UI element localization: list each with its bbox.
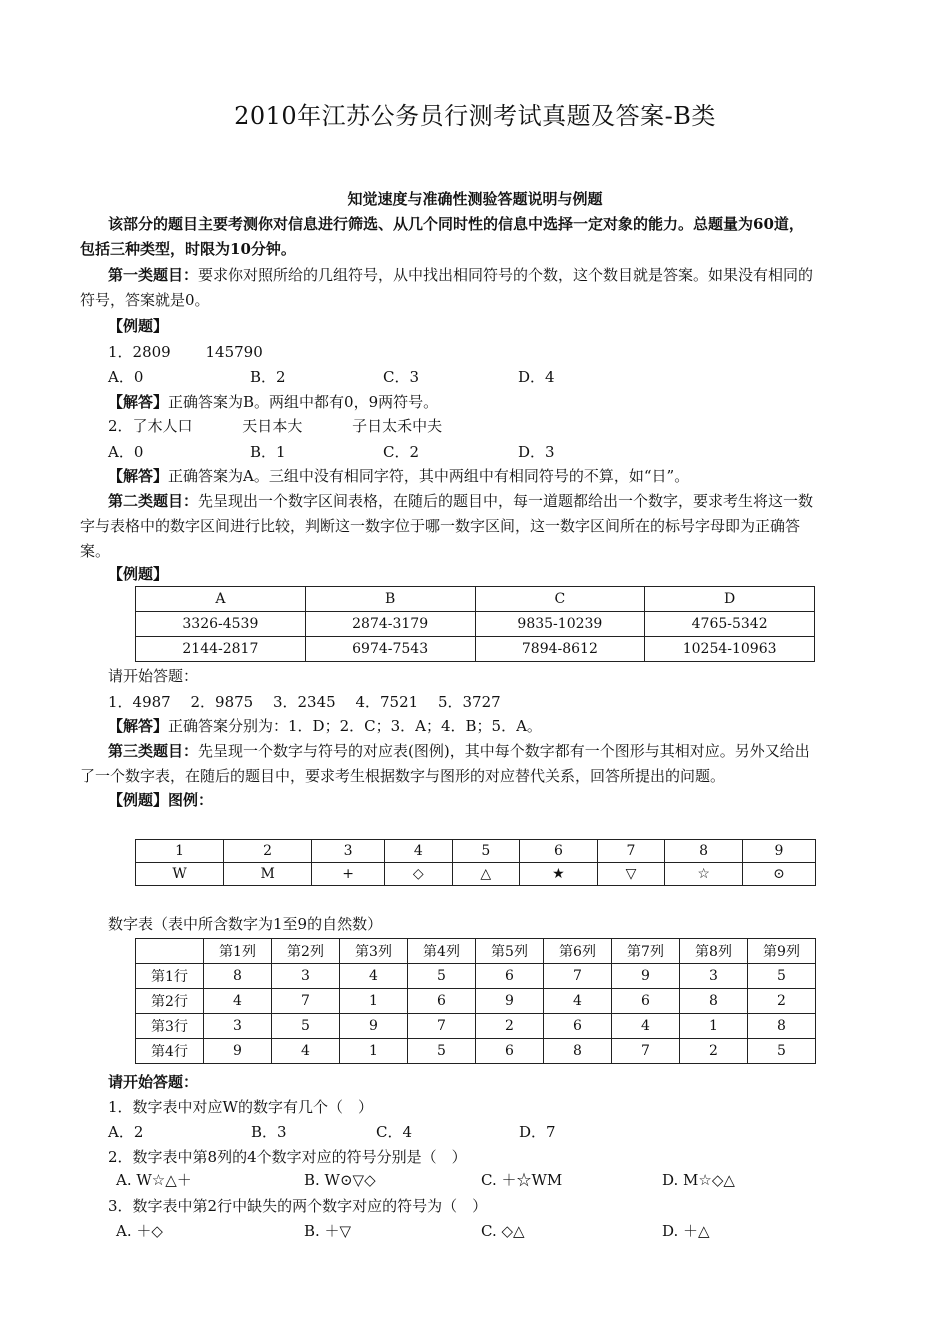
type1-example-label: 【例题】 (108, 317, 169, 335)
table-cell: 9835-10239 (475, 612, 645, 637)
legend-number-row (136, 840, 816, 863)
table-cell: 6 (612, 989, 680, 1014)
type3-label: 第三类题目： (108, 742, 199, 760)
option: D．4 (518, 368, 555, 386)
type3-q2: 2．数字表中第8列的4个数字对应的符号分别是（ ） (108, 1148, 467, 1166)
table-cell: 4 (340, 964, 408, 989)
column-header: 第2列 (272, 939, 340, 964)
type2-text-1: 先呈现出一个数字区间表格，在随后的题目中，每一道题都给出一个数字，要求考生将这一数 (198, 492, 814, 510)
option: A. W☆△＋ (116, 1171, 192, 1189)
table-row (136, 964, 816, 989)
legend-symbol: W (136, 863, 224, 886)
number-table-header-row (136, 939, 816, 964)
table-cell: 5 (748, 1039, 816, 1064)
option: A．2 (108, 1123, 144, 1141)
table-cell: 2 (476, 1014, 544, 1039)
legend-symbol: ▽ (597, 863, 665, 886)
table-cell: 9 (204, 1039, 272, 1064)
column-header: 第8列 (680, 939, 748, 964)
option: C．3 (383, 368, 420, 386)
legend-symbol: ★ (520, 863, 598, 886)
table-header: C (475, 587, 645, 612)
section-subtitle: 知觉速度与准确性测验答题说明与例题 (347, 190, 603, 208)
table-row (136, 637, 815, 662)
option: C．4 (376, 1123, 413, 1141)
type3-q1: 1．数字表中对应W的数字有几个（ ） (108, 1098, 373, 1116)
type1-text-2: 符号，答案就是0。 (80, 291, 210, 309)
option: D. ＋△ (662, 1222, 710, 1240)
type2-label: 第二类题目： (108, 492, 199, 510)
type3-q2-options (116, 1170, 735, 1190)
table-cell: 9 (476, 989, 544, 1014)
table-cell: 5 (408, 1039, 476, 1064)
legend-symbol: ◇ (385, 863, 453, 886)
type1-label: 第一类题目： (108, 266, 199, 284)
table-cell: 9 (340, 1014, 408, 1039)
option: A．0 (108, 368, 144, 386)
legend-number: 8 (665, 840, 743, 863)
table-cell: 4 (544, 989, 612, 1014)
interval-table (135, 586, 815, 662)
table-cell: 9 (612, 964, 680, 989)
table-cell: 3 (204, 1014, 272, 1039)
legend-symbol: ⊙ (742, 863, 815, 886)
legend-number: 3 (312, 840, 385, 863)
legend-number: 6 (520, 840, 598, 863)
table-cell: 7 (272, 989, 340, 1014)
number-table (135, 938, 816, 1064)
row-header: 第1行 (136, 964, 204, 989)
type3-example-label: 【例题】图例： (108, 791, 214, 809)
type3-text-1: 先呈现一个数字与符号的对应表(图例)，其中每个数字都有一个图形与其相对应。另外又给出 (198, 742, 810, 760)
option: A．0 (108, 443, 144, 461)
table-header: A (136, 587, 306, 612)
table-row (136, 1039, 816, 1064)
table-cell: 2 (680, 1039, 748, 1064)
column-header: 第3列 (340, 939, 408, 964)
table-cell: 7 (612, 1039, 680, 1064)
table-cell: 1 (680, 1014, 748, 1039)
type3-q3-options (116, 1221, 710, 1241)
option: D．3 (518, 443, 555, 461)
table-cell: 5 (272, 1014, 340, 1039)
type2-start: 请开始答题： (108, 667, 199, 685)
legend-symbol: ☆ (665, 863, 743, 886)
column-header: 第9列 (748, 939, 816, 964)
option: B. W⊙▽◇ (304, 1171, 376, 1189)
option: C. ◇△ (481, 1222, 525, 1240)
table-row (136, 1014, 816, 1039)
legend-number: 2 (224, 840, 312, 863)
legend-number: 5 (452, 840, 520, 863)
table-cell: 3 (680, 964, 748, 989)
table-cell: 3326-4539 (136, 612, 306, 637)
column-header: 第4列 (408, 939, 476, 964)
type2-answer (108, 716, 542, 736)
type2-text-2: 字与表格中的数字区间进行比较，判断这一数字位于哪一数字区间，这一数字区间所在的标号字母即为正确答 (80, 517, 801, 535)
table-row (136, 989, 816, 1014)
legend-symbol: M (224, 863, 312, 886)
type1-q2: 2．了木人口 天日本大 子日太禾中夫 (108, 417, 443, 435)
intro-line-2: 包括三种类型，时限为10分钟。 (80, 240, 296, 258)
table-cell: 6 (408, 989, 476, 1014)
table-cell: 6 (544, 1014, 612, 1039)
option: B．1 (250, 443, 286, 461)
option: A. ＋◇ (116, 1222, 163, 1240)
table-cell: 7 (408, 1014, 476, 1039)
column-header: 第6列 (544, 939, 612, 964)
table-cell: 2874-3179 (305, 612, 475, 637)
option: B. ＋▽ (304, 1222, 352, 1240)
legend-symbol-row (136, 863, 816, 886)
type3-q1-options (108, 1122, 556, 1142)
type2-paragraph (108, 491, 813, 511)
option: D．7 (519, 1123, 556, 1141)
type1-q1-options (108, 367, 555, 387)
answer-text: 正确答案为B。两组中都有0，9两符号。 (168, 393, 439, 411)
table-cell: 5 (408, 964, 476, 989)
type1-answer-2 (108, 466, 689, 486)
table-cell: 1 (340, 989, 408, 1014)
answer-text: 正确答案分别为：1．D；2．C；3．A；4．B；5．A。 (168, 717, 542, 735)
option: C. ＋☆WM (481, 1171, 563, 1189)
answer-label: 【解答】 (108, 393, 169, 411)
table-header-row (136, 587, 815, 612)
row-header: 第4行 (136, 1039, 204, 1064)
table-cell: 8 (748, 1014, 816, 1039)
option: B．2 (250, 368, 286, 386)
row-header: 第2行 (136, 989, 204, 1014)
column-header: 第7列 (612, 939, 680, 964)
legend-number: 9 (742, 840, 815, 863)
table-header: D (645, 587, 815, 612)
number-table-caption: 数字表（表中所含数字为1至9的自然数） (108, 915, 383, 933)
table-cell: 6 (476, 964, 544, 989)
legend-number: 4 (385, 840, 453, 863)
type1-text-1: 要求你对照所给的几组符号，从中找出相同符号的个数，这个数目就是答案。如果没有相同的 (198, 266, 814, 284)
row-header: 第3行 (136, 1014, 204, 1039)
type3-start: 请开始答题： (108, 1073, 199, 1091)
table-cell: 1 (340, 1039, 408, 1064)
type1-paragraph (108, 265, 813, 285)
table-cell: 4 (204, 989, 272, 1014)
type1-q2-options (108, 442, 555, 462)
type1-answer-1 (108, 392, 438, 412)
type2-text-3: 案。 (80, 542, 111, 560)
table-cell: 8 (204, 964, 272, 989)
type2-questions: 1．4987 2．9875 3．2345 4．7521 5．3727 (108, 693, 501, 711)
option: D. M☆◇△ (662, 1171, 735, 1189)
legend-table (135, 839, 816, 886)
table-cell: 8 (680, 989, 748, 1014)
table-row (136, 612, 815, 637)
type2-example-label: 【例题】 (108, 565, 169, 583)
legend-number: 1 (136, 840, 224, 863)
table-cell: 4 (612, 1014, 680, 1039)
table-cell: 4765-5342 (645, 612, 815, 637)
intro-line-1: 该部分的题目主要考测你对信息进行筛选、从几个同时性的信息中选择一定对象的能力。总题量为60道， (108, 215, 804, 233)
answer-text: 正确答案为A。三组中没有相同字符，其中两组中有相同符号的不算，如“日”。 (168, 467, 690, 485)
table-cell: 2 (748, 989, 816, 1014)
table-cell: 5 (748, 964, 816, 989)
column-header: 第1列 (204, 939, 272, 964)
table-cell: 8 (544, 1039, 612, 1064)
type3-paragraph (108, 741, 810, 761)
table-cell: 3 (272, 964, 340, 989)
legend-symbol: △ (452, 863, 520, 886)
legend-number: 7 (597, 840, 665, 863)
option: C．2 (383, 443, 420, 461)
table-cell: 10254-10963 (645, 637, 815, 662)
column-header: 第5列 (476, 939, 544, 964)
table-cell: 6974-7543 (305, 637, 475, 662)
answer-label: 【解答】 (108, 717, 169, 735)
table-cell: 7894-8612 (475, 637, 645, 662)
table-cell: 4 (272, 1039, 340, 1064)
legend-symbol: + (312, 863, 385, 886)
table-cell: 6 (476, 1039, 544, 1064)
type3-q3: 3．数字表中第2行中缺失的两个数字对应的符号为（ ） (108, 1197, 488, 1215)
table-corner-cell (136, 939, 204, 964)
type3-text-2: 了一个数字表，在随后的题目中，要求考生根据数字与图形的对应替代关系，回答所提出的问题。 (80, 767, 726, 785)
table-header: B (305, 587, 475, 612)
page-title: 2010年江苏公务员行测考试真题及答案-B类 (234, 102, 716, 130)
answer-label: 【解答】 (108, 467, 169, 485)
table-cell: 2144-2817 (136, 637, 306, 662)
type1-q1: 1．2809 145790 (108, 343, 263, 361)
option: B．3 (251, 1123, 287, 1141)
table-cell: 7 (544, 964, 612, 989)
